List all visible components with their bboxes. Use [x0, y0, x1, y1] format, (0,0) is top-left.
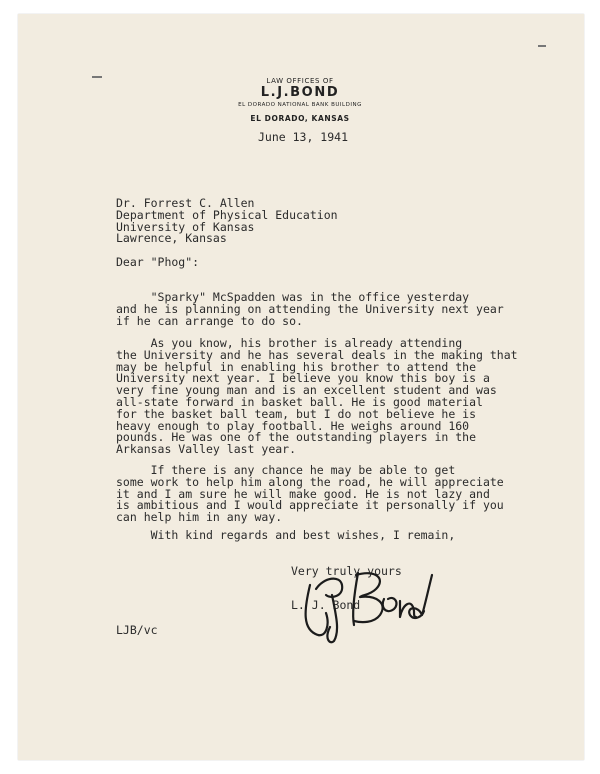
p1-line: "Sparky" McSpadden was in the office yesterday — [116, 290, 470, 304]
paragraph-2 — [116, 338, 518, 456]
p2-line: University next year. I believe you know this boy is a — [116, 371, 490, 386]
p1-line: and he is planning on attending the University next year — [116, 301, 504, 316]
p2-line: may be helpful in enabling his brother to attend the — [116, 359, 477, 374]
scan-mark-right — [538, 45, 546, 47]
p3-line: If there is any chance he may be able to get — [116, 463, 456, 477]
recipient-location: Lawrence, Kansas — [116, 231, 227, 246]
salutation: Dear "Phog": — [116, 255, 200, 269]
p2-line: very fine young man and is an excellent student and was — [116, 383, 497, 398]
p2-line: for the basket ball team, but I do not believe he is — [116, 406, 477, 421]
recipient-org: University of Kansas — [116, 219, 255, 234]
p3-line: it and I am sure he will make good. He is not lazy and — [116, 486, 490, 501]
typist-initials: LJB/vc — [116, 623, 158, 637]
p2-line: pounds. He was one of the outstanding players in the — [116, 430, 477, 445]
recipient-block — [116, 198, 338, 245]
p2-line: Arkansas Valley last year. — [116, 442, 297, 457]
paragraph-1 — [116, 292, 504, 327]
letterhead-law-offices: LAW OFFICES OF — [266, 77, 334, 85]
p3-line: is ambitious and I would appreciate it personally if you — [116, 498, 504, 513]
recipient-name: Dr. Forrest C. Allen — [116, 196, 255, 210]
handwritten-signature — [296, 555, 436, 645]
letterhead-building: EL DORADO NATIONAL BANK BUILDING — [238, 102, 362, 108]
printed-name: L. J. Bond — [291, 598, 361, 612]
p2-line: the University and he has several deals in the making that — [116, 347, 518, 362]
recipient-dept: Department of Physical Education — [116, 207, 338, 222]
closing: Very truly yours — [291, 564, 402, 578]
paragraph-4: With kind regards and best wishes, I remain, — [116, 528, 456, 542]
paragraph-3 — [116, 465, 504, 524]
p1-line: if he can arrange to do so. — [116, 313, 303, 328]
p3-line: can help him in any way. — [116, 510, 283, 525]
letter-date: June 13, 1941 — [258, 130, 349, 144]
p2-line: As you know, his brother is already attending — [116, 336, 463, 350]
p2-line: heavy enough to play football. He weighs around 160 — [116, 418, 470, 433]
letterhead-name: L.J.BOND — [260, 85, 340, 100]
p2-line: all-state forward in basket ball. He is good material — [116, 394, 483, 409]
letterhead-city: EL DORADO, KANSAS — [250, 114, 350, 123]
p3-line: some work to help him along the road, he will appreciate — [116, 474, 504, 489]
